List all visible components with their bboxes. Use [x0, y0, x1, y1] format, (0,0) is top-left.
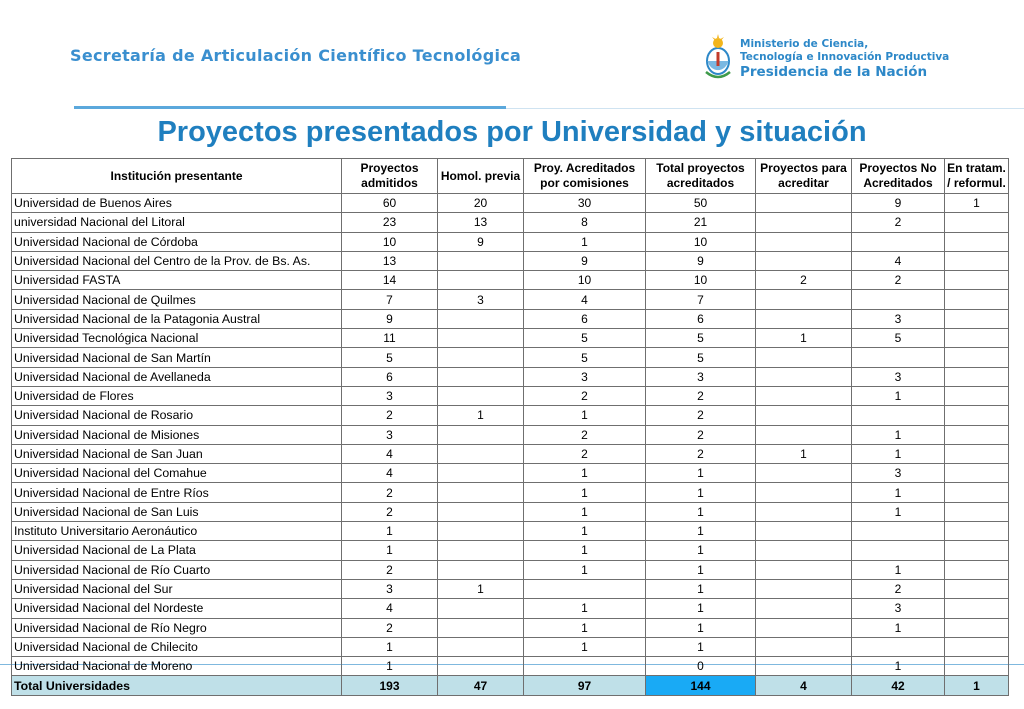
page-title: Proyectos presentados por Universidad y situación	[157, 116, 867, 148]
value-cell: 1	[342, 637, 438, 656]
value-cell: 1	[852, 502, 945, 521]
value-cell: 1	[524, 232, 646, 251]
table-row	[12, 329, 1009, 348]
value-cell	[524, 657, 646, 676]
value-cell	[438, 502, 524, 521]
value-cell: 2	[524, 444, 646, 463]
institution-cell: Universidad Nacional de Río Negro	[12, 618, 342, 637]
value-cell: 2	[342, 406, 438, 425]
value-cell: 1	[646, 599, 756, 618]
table-row	[12, 213, 1009, 232]
table-body	[12, 194, 1009, 696]
institution-cell: Universidad Nacional del Sur	[12, 579, 342, 598]
table-row	[12, 290, 1009, 309]
value-cell	[756, 309, 852, 328]
projects-table	[11, 158, 1009, 696]
value-cell	[945, 560, 1009, 579]
table-row	[12, 541, 1009, 560]
value-cell: 4	[342, 444, 438, 463]
table-row	[12, 657, 1009, 676]
value-cell: 3	[852, 599, 945, 618]
value-cell: 7	[646, 290, 756, 309]
institution-cell: Universidad Nacional del Nordeste	[12, 599, 342, 618]
value-cell	[438, 386, 524, 405]
value-cell	[438, 309, 524, 328]
value-cell	[945, 232, 1009, 251]
value-cell	[438, 657, 524, 676]
value-cell	[945, 483, 1009, 502]
value-cell	[756, 618, 852, 637]
institution-cell: Universidad Nacional de Quilmes	[12, 290, 342, 309]
value-cell: 3	[852, 464, 945, 483]
value-cell	[945, 367, 1009, 386]
value-cell: 3	[342, 386, 438, 405]
value-cell: 13	[342, 251, 438, 270]
value-cell	[945, 637, 1009, 656]
table-row	[12, 637, 1009, 656]
value-cell: 1	[646, 637, 756, 656]
value-cell: 2	[646, 386, 756, 405]
value-cell	[945, 406, 1009, 425]
value-cell: 2	[852, 213, 945, 232]
value-cell	[756, 657, 852, 676]
value-cell: 1	[438, 406, 524, 425]
value-cell	[945, 502, 1009, 521]
value-cell	[756, 425, 852, 444]
value-cell	[438, 329, 524, 348]
value-cell: 1	[524, 618, 646, 637]
value-cell: 1	[646, 541, 756, 560]
value-cell	[945, 251, 1009, 270]
column-header: Proyectos No Acreditados	[852, 159, 945, 194]
value-cell	[438, 367, 524, 386]
value-cell: 2	[342, 502, 438, 521]
value-cell: 1	[756, 444, 852, 463]
value-cell	[438, 464, 524, 483]
value-cell	[945, 348, 1009, 367]
value-cell: 1	[438, 579, 524, 598]
table-row	[12, 560, 1009, 579]
value-cell: 60	[342, 194, 438, 213]
value-cell	[945, 444, 1009, 463]
table-row	[12, 522, 1009, 541]
institution-cell: universidad Nacional del Litoral	[12, 213, 342, 232]
value-cell: 8	[524, 213, 646, 232]
page-header	[0, 0, 1024, 112]
ministry-line-1: Ministerio de Ciencia,	[740, 38, 869, 50]
value-cell	[438, 271, 524, 290]
column-header: En tratam. / reformul.	[945, 159, 1009, 194]
value-cell	[756, 213, 852, 232]
value-cell: 3	[342, 425, 438, 444]
value-cell: 5	[524, 348, 646, 367]
value-cell: 4	[342, 599, 438, 618]
value-cell: 6	[524, 309, 646, 328]
ministry-line-2: Tecnología e Innovación Productiva	[740, 51, 950, 63]
value-cell	[852, 541, 945, 560]
value-cell	[756, 251, 852, 270]
institution-cell: Universidad de Buenos Aires	[12, 194, 342, 213]
value-cell	[852, 522, 945, 541]
value-cell: 3	[852, 367, 945, 386]
value-cell	[756, 599, 852, 618]
value-cell: 4	[342, 464, 438, 483]
value-cell: 2	[646, 425, 756, 444]
value-cell	[756, 483, 852, 502]
value-cell: 1	[852, 483, 945, 502]
column-header: Institución presentante	[12, 159, 342, 194]
value-cell	[945, 522, 1009, 541]
value-cell: 2	[646, 444, 756, 463]
value-cell: 1	[524, 599, 646, 618]
value-cell: 2	[342, 560, 438, 579]
table-row	[12, 232, 1009, 251]
value-cell: 9	[646, 251, 756, 270]
column-header: Proy. Acreditados por comisiones	[524, 159, 646, 194]
value-cell: 5	[524, 329, 646, 348]
table-row	[12, 367, 1009, 386]
value-cell: 2	[342, 618, 438, 637]
value-cell: 10	[524, 271, 646, 290]
value-cell: 3	[438, 290, 524, 309]
value-cell	[756, 290, 852, 309]
table-row	[12, 271, 1009, 290]
value-cell: 1	[342, 541, 438, 560]
value-cell: 9	[342, 309, 438, 328]
value-cell	[438, 599, 524, 618]
value-cell: 1	[852, 618, 945, 637]
value-cell: 1	[646, 464, 756, 483]
table-row	[12, 406, 1009, 425]
value-cell: 1	[646, 618, 756, 637]
value-cell	[945, 290, 1009, 309]
value-cell: 2	[646, 406, 756, 425]
table-row	[12, 425, 1009, 444]
value-cell: 1	[852, 657, 945, 676]
header-divider	[74, 106, 506, 109]
value-cell: 9	[852, 194, 945, 213]
value-cell	[852, 637, 945, 656]
value-cell: 7	[342, 290, 438, 309]
institution-cell: Universidad Nacional de Río Cuarto	[12, 560, 342, 579]
value-cell: 1	[524, 637, 646, 656]
value-cell: 10	[646, 271, 756, 290]
value-cell: 20	[438, 194, 524, 213]
value-cell: 1	[524, 502, 646, 521]
value-cell: 1	[524, 483, 646, 502]
institution-cell: Instituto Universitario Aeronáutico	[12, 522, 342, 541]
institution-cell: Universidad Nacional de Chilecito	[12, 637, 342, 656]
value-cell	[852, 232, 945, 251]
column-header: Proyectos admitidos	[342, 159, 438, 194]
value-cell: 3	[646, 367, 756, 386]
value-cell: 1	[524, 541, 646, 560]
value-cell: 3	[852, 309, 945, 328]
institution-cell: Universidad Nacional de San Juan	[12, 444, 342, 463]
value-cell: 144	[646, 676, 756, 696]
value-cell	[756, 502, 852, 521]
table-row	[12, 251, 1009, 270]
institution-cell: Universidad Nacional de San Martín	[12, 348, 342, 367]
column-header: Homol. previa	[438, 159, 524, 194]
institution-cell: Universidad Nacional de Córdoba	[12, 232, 342, 251]
value-cell	[852, 348, 945, 367]
column-header: Proyectos para acreditar	[756, 159, 852, 194]
national-emblem-icon	[703, 34, 733, 80]
value-cell	[945, 271, 1009, 290]
value-cell	[438, 251, 524, 270]
table-row	[12, 579, 1009, 598]
value-cell: 5	[342, 348, 438, 367]
value-cell	[756, 367, 852, 386]
value-cell: 2	[756, 271, 852, 290]
value-cell: 1	[524, 522, 646, 541]
institution-cell: Universidad Nacional de la Patagonia Austral	[12, 309, 342, 328]
table-row	[12, 386, 1009, 405]
value-cell	[756, 194, 852, 213]
value-cell: 1	[852, 386, 945, 405]
value-cell	[438, 637, 524, 656]
institution-cell: Universidad Nacional de Moreno	[12, 657, 342, 676]
value-cell: 3	[342, 579, 438, 598]
value-cell: 2	[342, 483, 438, 502]
value-cell: 23	[342, 213, 438, 232]
value-cell: 10	[342, 232, 438, 251]
value-cell	[438, 522, 524, 541]
table-row	[12, 599, 1009, 618]
value-cell	[438, 425, 524, 444]
value-cell: 1	[524, 560, 646, 579]
value-cell: 5	[852, 329, 945, 348]
value-cell: 10	[646, 232, 756, 251]
secretaria-title: Secretaría de Articulación Científico Tecnológica	[70, 46, 522, 65]
header-divider-thin	[506, 108, 1024, 109]
value-cell	[945, 657, 1009, 676]
value-cell: 1	[756, 329, 852, 348]
value-cell: 1	[945, 194, 1009, 213]
value-cell	[945, 599, 1009, 618]
table-row	[12, 502, 1009, 521]
ministry-line-3: Presidencia de la Nación	[740, 64, 928, 80]
institution-cell: Universidad de Flores	[12, 386, 342, 405]
value-cell: 1	[524, 406, 646, 425]
value-cell	[756, 637, 852, 656]
value-cell: 2	[852, 271, 945, 290]
institution-cell: Universidad FASTA	[12, 271, 342, 290]
institution-cell: Universidad Nacional del Centro de la Prov. de Bs. As.	[12, 251, 342, 270]
table-row	[12, 483, 1009, 502]
table-row	[12, 194, 1009, 213]
value-cell	[756, 560, 852, 579]
value-cell	[945, 579, 1009, 598]
institution-cell: Universidad Nacional de Misiones	[12, 425, 342, 444]
value-cell	[945, 213, 1009, 232]
value-cell: 9	[438, 232, 524, 251]
column-header: Total proyectos acreditados	[646, 159, 756, 194]
institution-cell: Universidad Nacional de La Plata	[12, 541, 342, 560]
value-cell: 4	[524, 290, 646, 309]
value-cell: 11	[342, 329, 438, 348]
value-cell: 1	[646, 502, 756, 521]
value-cell: 1	[342, 657, 438, 676]
value-cell	[438, 541, 524, 560]
value-cell: 2	[524, 386, 646, 405]
value-cell	[524, 579, 646, 598]
value-cell	[756, 386, 852, 405]
value-cell: 6	[342, 367, 438, 386]
value-cell	[852, 290, 945, 309]
institution-cell: Universidad Nacional de Entre Ríos	[12, 483, 342, 502]
table-row	[12, 348, 1009, 367]
value-cell	[945, 425, 1009, 444]
institution-cell: Universidad Nacional de San Luis	[12, 502, 342, 521]
value-cell: 4	[852, 251, 945, 270]
value-cell: 6	[646, 309, 756, 328]
value-cell	[945, 618, 1009, 637]
value-cell	[756, 232, 852, 251]
value-cell	[945, 329, 1009, 348]
value-cell: 21	[646, 213, 756, 232]
value-cell: 3	[524, 367, 646, 386]
value-cell	[756, 464, 852, 483]
value-cell	[756, 541, 852, 560]
table-row	[12, 309, 1009, 328]
value-cell	[438, 444, 524, 463]
value-cell	[852, 406, 945, 425]
value-cell	[438, 483, 524, 502]
value-cell	[756, 348, 852, 367]
value-cell: 4	[756, 676, 852, 696]
table-row	[12, 618, 1009, 637]
institution-cell: Universidad Nacional de Avellaneda	[12, 367, 342, 386]
value-cell	[945, 309, 1009, 328]
value-cell: 5	[646, 348, 756, 367]
value-cell	[945, 386, 1009, 405]
total-row	[12, 676, 1009, 696]
institution-cell: Total Universidades	[12, 676, 342, 696]
institution-cell: Universidad Nacional del Comahue	[12, 464, 342, 483]
value-cell: 2	[524, 425, 646, 444]
table-header-row	[12, 159, 1009, 194]
value-cell: 9	[524, 251, 646, 270]
value-cell: 14	[342, 271, 438, 290]
value-cell: 1	[646, 522, 756, 541]
ministry-logo-text	[740, 38, 949, 81]
value-cell	[945, 464, 1009, 483]
value-cell: 1	[342, 522, 438, 541]
value-cell	[756, 522, 852, 541]
value-cell: 1	[945, 676, 1009, 696]
table-row	[12, 464, 1009, 483]
value-cell: 5	[646, 329, 756, 348]
value-cell: 30	[524, 194, 646, 213]
value-cell: 42	[852, 676, 945, 696]
value-cell: 2	[852, 579, 945, 598]
value-cell: 1	[852, 425, 945, 444]
value-cell: 0	[646, 657, 756, 676]
value-cell: 1	[646, 579, 756, 598]
value-cell: 1	[852, 560, 945, 579]
value-cell: 1	[524, 464, 646, 483]
table-row	[12, 444, 1009, 463]
value-cell: 193	[342, 676, 438, 696]
value-cell	[756, 406, 852, 425]
value-cell: 47	[438, 676, 524, 696]
value-cell: 1	[646, 483, 756, 502]
value-cell: 13	[438, 213, 524, 232]
value-cell	[438, 348, 524, 367]
value-cell	[945, 541, 1009, 560]
institution-cell: Universidad Nacional de Rosario	[12, 406, 342, 425]
value-cell: 1	[646, 560, 756, 579]
institution-cell: Universidad Tecnológica Nacional	[12, 329, 342, 348]
value-cell	[438, 560, 524, 579]
value-cell	[756, 579, 852, 598]
value-cell: 97	[524, 676, 646, 696]
value-cell	[438, 618, 524, 637]
value-cell: 50	[646, 194, 756, 213]
value-cell: 1	[852, 444, 945, 463]
